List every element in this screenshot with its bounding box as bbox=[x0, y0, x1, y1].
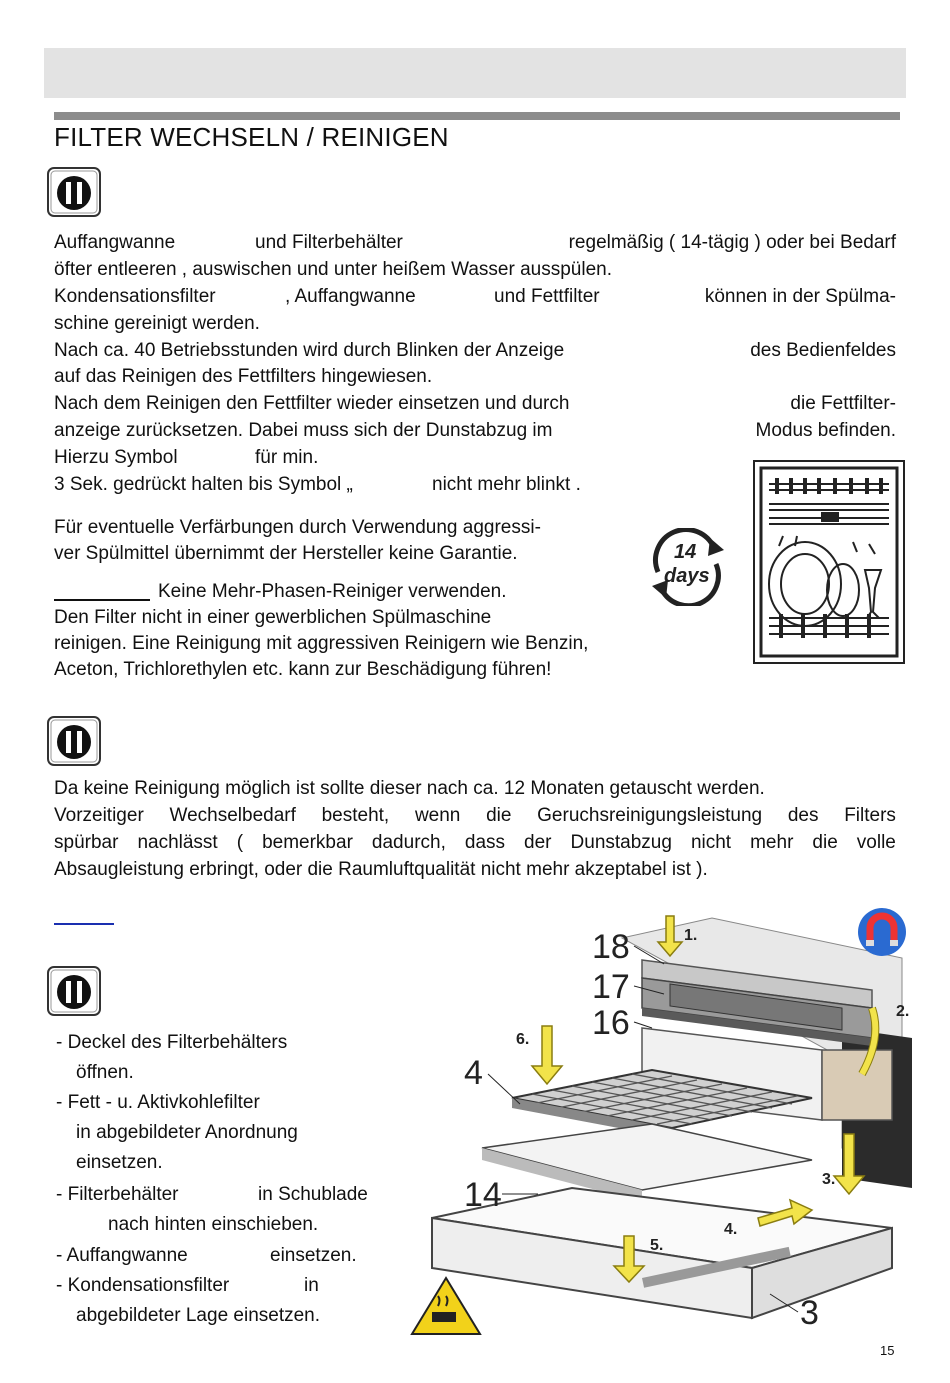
step-item: nach hinten einschieben. bbox=[108, 1214, 319, 1235]
info-icon bbox=[46, 166, 102, 218]
text-fragment: 3 Sek. gedrückt halten bis Symbol „ bbox=[54, 474, 353, 495]
word: volle bbox=[856, 832, 896, 853]
step-item: in Schublade bbox=[258, 1184, 368, 1205]
text-line: Absaugleistung erbringt, oder die Raumluftqualität nicht mehr akzeptabel ist ). bbox=[54, 859, 708, 880]
text-line: Da keine Reinigung möglich ist sollte dieser nach ca. 12 Monaten getauscht werden. bbox=[54, 778, 765, 799]
word: Wechselbedarf bbox=[169, 805, 296, 826]
label-17: 17 bbox=[592, 968, 630, 1006]
text-line: reinigen. Eine Reinigung mit aggressiven Reinigern wie Benzin, bbox=[54, 633, 589, 654]
word: die bbox=[812, 832, 838, 853]
step-item: abgebildeter Lage einsetzen. bbox=[76, 1305, 321, 1326]
text-fragment: Hierzu Symbol bbox=[54, 447, 178, 468]
step-item: - Fett - u. Aktivkohlefilter bbox=[56, 1092, 260, 1113]
word: die bbox=[486, 805, 512, 826]
step-item: - Deckel des Filterbehälters bbox=[56, 1032, 288, 1053]
magnet-icon bbox=[858, 908, 906, 956]
text-fragment: und Fettfilter bbox=[494, 286, 600, 307]
label-18: 18 bbox=[592, 928, 630, 966]
info-icon bbox=[46, 715, 102, 767]
text-line: Den Filter nicht in einer gewerblichen Spülmaschine bbox=[54, 607, 492, 628]
step-label-5: 5. bbox=[650, 1237, 664, 1254]
word: mehr bbox=[750, 832, 794, 853]
text-fragment: für min. bbox=[255, 447, 319, 468]
text-line: Keine Mehr-Phasen-Reiniger verwenden. bbox=[158, 581, 507, 602]
text-line: öfter entleeren , auswischen und unter heißem Wasser ausspülen. bbox=[54, 259, 612, 280]
label-3: 3 bbox=[800, 1294, 819, 1332]
caution-icon bbox=[412, 1278, 480, 1334]
text-fragment: Modus befinden. bbox=[755, 420, 896, 441]
step-item: - Kondensationsfilter bbox=[56, 1275, 230, 1296]
word: Dunstabzug bbox=[570, 832, 672, 853]
text-fragment: Nach dem Reinigen den Fettfilter wieder einsetzen und durch bbox=[54, 393, 570, 414]
label-16: 16 bbox=[592, 1004, 630, 1042]
word: nicht bbox=[690, 832, 732, 853]
word: Filters bbox=[844, 805, 896, 826]
word: besteht, bbox=[321, 805, 390, 826]
text-fragment: können in der Spülma- bbox=[704, 286, 896, 307]
word: Geruchsreinigungsleistung bbox=[537, 805, 763, 826]
text-fragment: nicht mehr blinkt . bbox=[432, 474, 581, 495]
word: spürbar bbox=[54, 832, 119, 853]
header-band bbox=[44, 48, 906, 98]
fourteen-days-icon bbox=[644, 528, 732, 606]
text-fragment: anzeige zurücksetzen. Dabei muss sich der Dunstabzug im bbox=[54, 420, 553, 441]
page-title: FILTER WECHSELN / REINIGEN bbox=[54, 122, 449, 152]
step-label-3: 3. bbox=[822, 1171, 836, 1188]
word: nachlässt bbox=[137, 832, 218, 853]
text-line: auf das Reinigen des Fettfilters hingewiesen. bbox=[54, 366, 433, 387]
underline-placeholder bbox=[54, 599, 150, 601]
word: dass bbox=[464, 832, 506, 853]
label-14: 14 bbox=[464, 1176, 502, 1214]
badge-number: 14 bbox=[674, 541, 697, 563]
word: wenn bbox=[414, 805, 461, 826]
text-fragment: die Fettfilter- bbox=[790, 393, 896, 414]
text-fragment: regelmäßig ( 14-tägig ) oder bei Bedarf bbox=[568, 232, 896, 253]
header-rule bbox=[54, 112, 900, 120]
step-label-2: 2. bbox=[896, 1003, 910, 1020]
text-fragment: und Filterbehälter bbox=[255, 232, 403, 253]
word: ( bbox=[236, 832, 244, 853]
word: des bbox=[787, 805, 819, 826]
word: dadurch, bbox=[371, 832, 446, 853]
link-underline bbox=[54, 923, 114, 925]
step-label-1: 1. bbox=[684, 927, 698, 944]
text-fragment: Nach ca. 40 Betriebsstunden wird durch Blinken der Anzeige bbox=[54, 340, 565, 361]
step-item: einsetzen. bbox=[76, 1152, 163, 1173]
dishwasher-icon bbox=[753, 460, 905, 664]
filter-assembly-diagram bbox=[402, 898, 914, 1336]
text-fragment: des Bedienfeldes bbox=[750, 340, 896, 361]
step-item: einsetzen. bbox=[270, 1245, 357, 1266]
text-fragment: Kondensationsfilter bbox=[54, 286, 216, 307]
label-4: 4 bbox=[464, 1054, 483, 1092]
step-item: in abgebildeter Anordnung bbox=[76, 1122, 298, 1143]
badge-days: days bbox=[664, 565, 710, 587]
word: Vorzeitiger bbox=[54, 805, 144, 826]
text-fragment: , Auffangwanne bbox=[285, 286, 416, 307]
step-item: - Filterbehälter bbox=[56, 1184, 179, 1205]
step-label-4: 4. bbox=[724, 1221, 738, 1238]
word: bemerkbar bbox=[262, 832, 353, 853]
step-label-6: 6. bbox=[516, 1031, 530, 1048]
text-line: Für eventuelle Verfärbungen durch Verwendung aggressi- bbox=[54, 517, 541, 538]
text-line: ver Spülmittel übernimmt der Hersteller keine Garantie. bbox=[54, 543, 518, 564]
text-fragment: Auffangwanne bbox=[54, 232, 176, 253]
text-line: Aceton, Trichlorethylen etc. kann zur Beschädigung führen! bbox=[54, 659, 552, 680]
step-item: - Auffangwanne bbox=[56, 1245, 188, 1266]
step-item: öffnen. bbox=[76, 1062, 134, 1083]
step-item: in bbox=[304, 1275, 319, 1296]
info-icon bbox=[46, 965, 102, 1017]
page-number: 15 bbox=[880, 1343, 895, 1358]
text-line: schine gereinigt werden. bbox=[54, 313, 260, 334]
word: der bbox=[524, 832, 552, 853]
